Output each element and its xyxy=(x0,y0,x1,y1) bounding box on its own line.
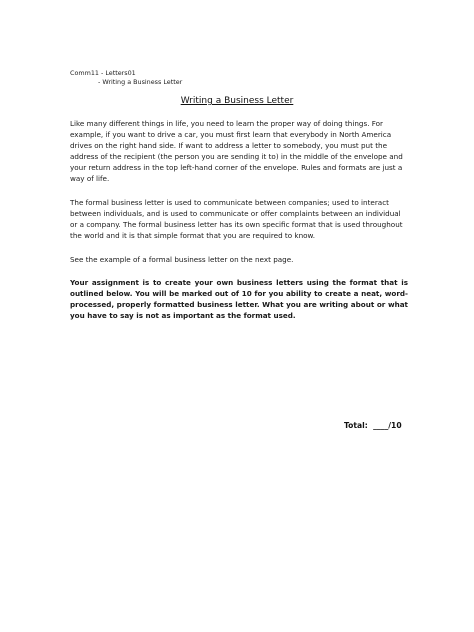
paragraph-assignment: Your assignment is to create your own business letters using the format that is outlined below. You will be marked out of 10 for you ability to create a neat, word-processed, properly formatted business letter. What you are writing about or what you have to say is not as important as the format used. xyxy=(70,278,408,320)
course-code: Comm11 - Letters01 xyxy=(70,69,136,77)
document-header xyxy=(70,69,182,87)
paragraph-see-example: See the example of a formal business letter on the next page. xyxy=(70,255,294,264)
page-title: Writing a Business Letter xyxy=(180,96,294,106)
total-score: Total: ____/10 xyxy=(344,421,402,430)
paragraph-formal-letter: The formal business letter is used to communicate between companies; used to interact between individuals, and is used to communicate or offer complaints between an individual or a company. The formal business letter has its own specific format that is used throughout the world and it is that simple format that you are required to know. xyxy=(70,198,403,240)
paragraph-intro: Like many different things in life, you need to learn the proper way of doing things. For example, if you want to drive a car, you must first learn that everybody in North America drives on the right hand side. If want to address a letter to somebody, you must put the address of the recipient (the person you are sending it to) in the middle of the envelope and your return address in the top left-hand corner of the envelope. Rules and formats are just a way of life. xyxy=(70,119,403,183)
lesson-subtitle: - Writing a Business Letter xyxy=(98,78,183,86)
